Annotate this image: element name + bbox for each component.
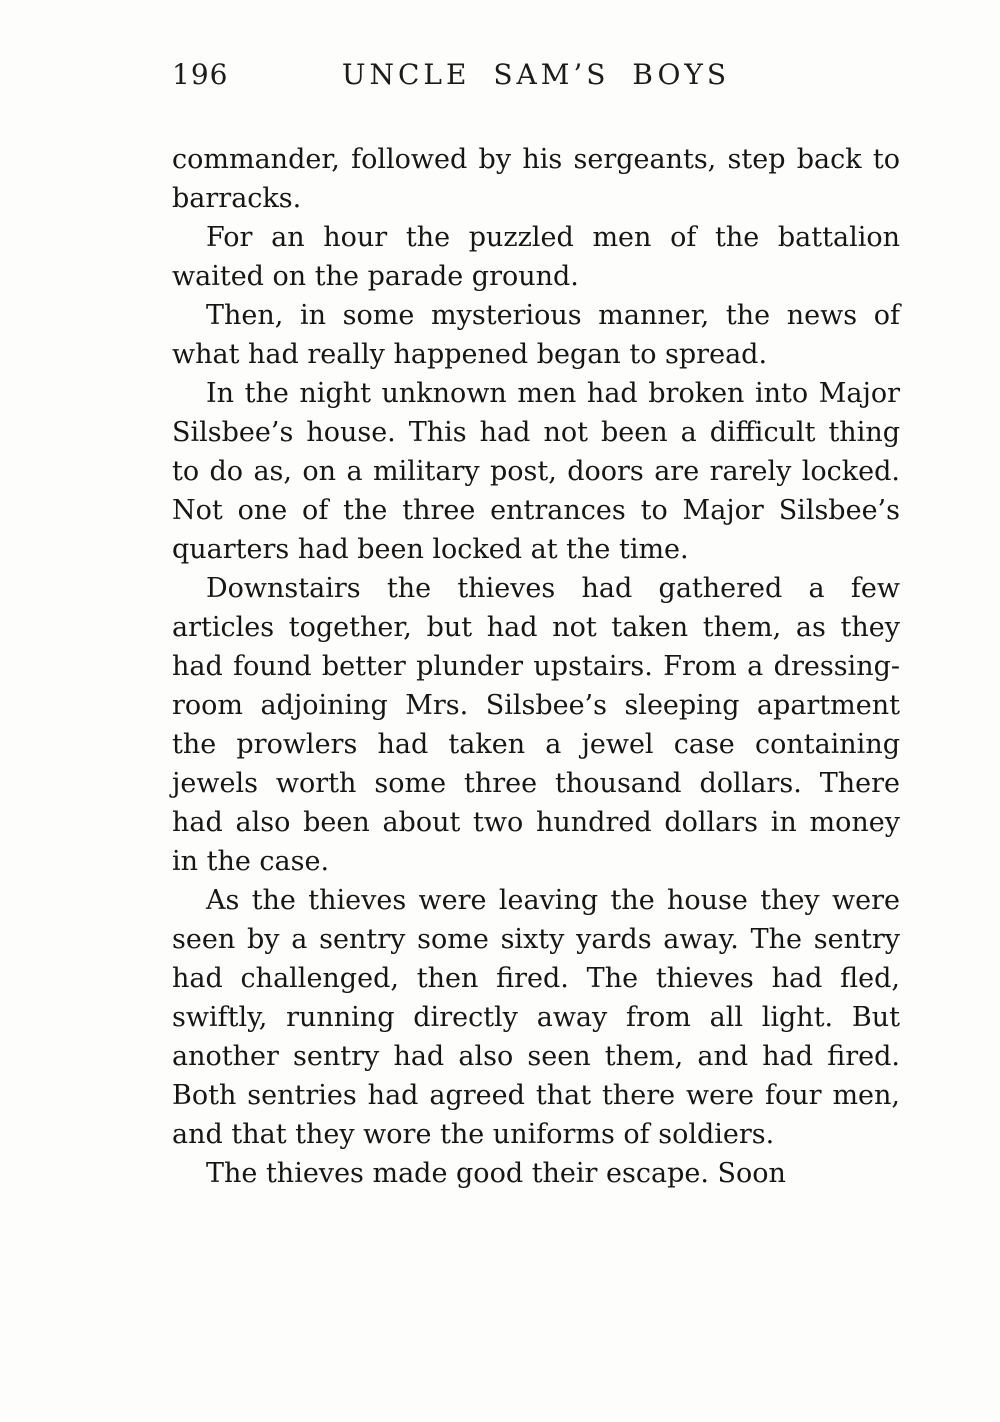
page-number: 196 — [172, 58, 229, 91]
paragraph: For an hour the puzzled men of the battalion waited on the parade ground. — [172, 222, 900, 292]
page-header — [172, 58, 900, 98]
paragraph: As the thieves were leaving the house they were seen by a sentry some sixty yards away. The sentry had challenged, then fired. The thieves had fled, swiftly, running directly away from all light. But another sentry had also seen them, and had fired. Both sentries had agreed that there were four men, and that they wore the uniforms of soldiers. — [172, 885, 900, 1150]
paragraph: The thieves made good their escape. Soon — [206, 1158, 786, 1189]
paragraph: Downstairs the thieves had gathered a few articles together, but had not taken them, as they had found better plunder upstairs. From a dressing-room adjoining Mrs. Silsbee’s sleeping apartment the prowlers had taken a jewel case containing jewels worth some three thousand dollars. There had also been about two hundred dollars in money in the case. — [172, 573, 900, 877]
running-title: UNCLE SAM’S BOYS — [341, 58, 731, 91]
body-text — [172, 140, 900, 1193]
paragraph: Then, in some mysterious manner, the news of what had really happened began to spread. — [172, 300, 900, 370]
paragraph: In the night unknown men had broken into Major Silsbee’s house. This had not been a difficult thing to do as, on a military post, doors are rarely locked. Not one of the three entrances to Major Silsbee’s quarters had been locked at the time. — [172, 378, 900, 565]
paragraph: commander, followed by his sergeants, step back to barracks. — [172, 144, 900, 214]
